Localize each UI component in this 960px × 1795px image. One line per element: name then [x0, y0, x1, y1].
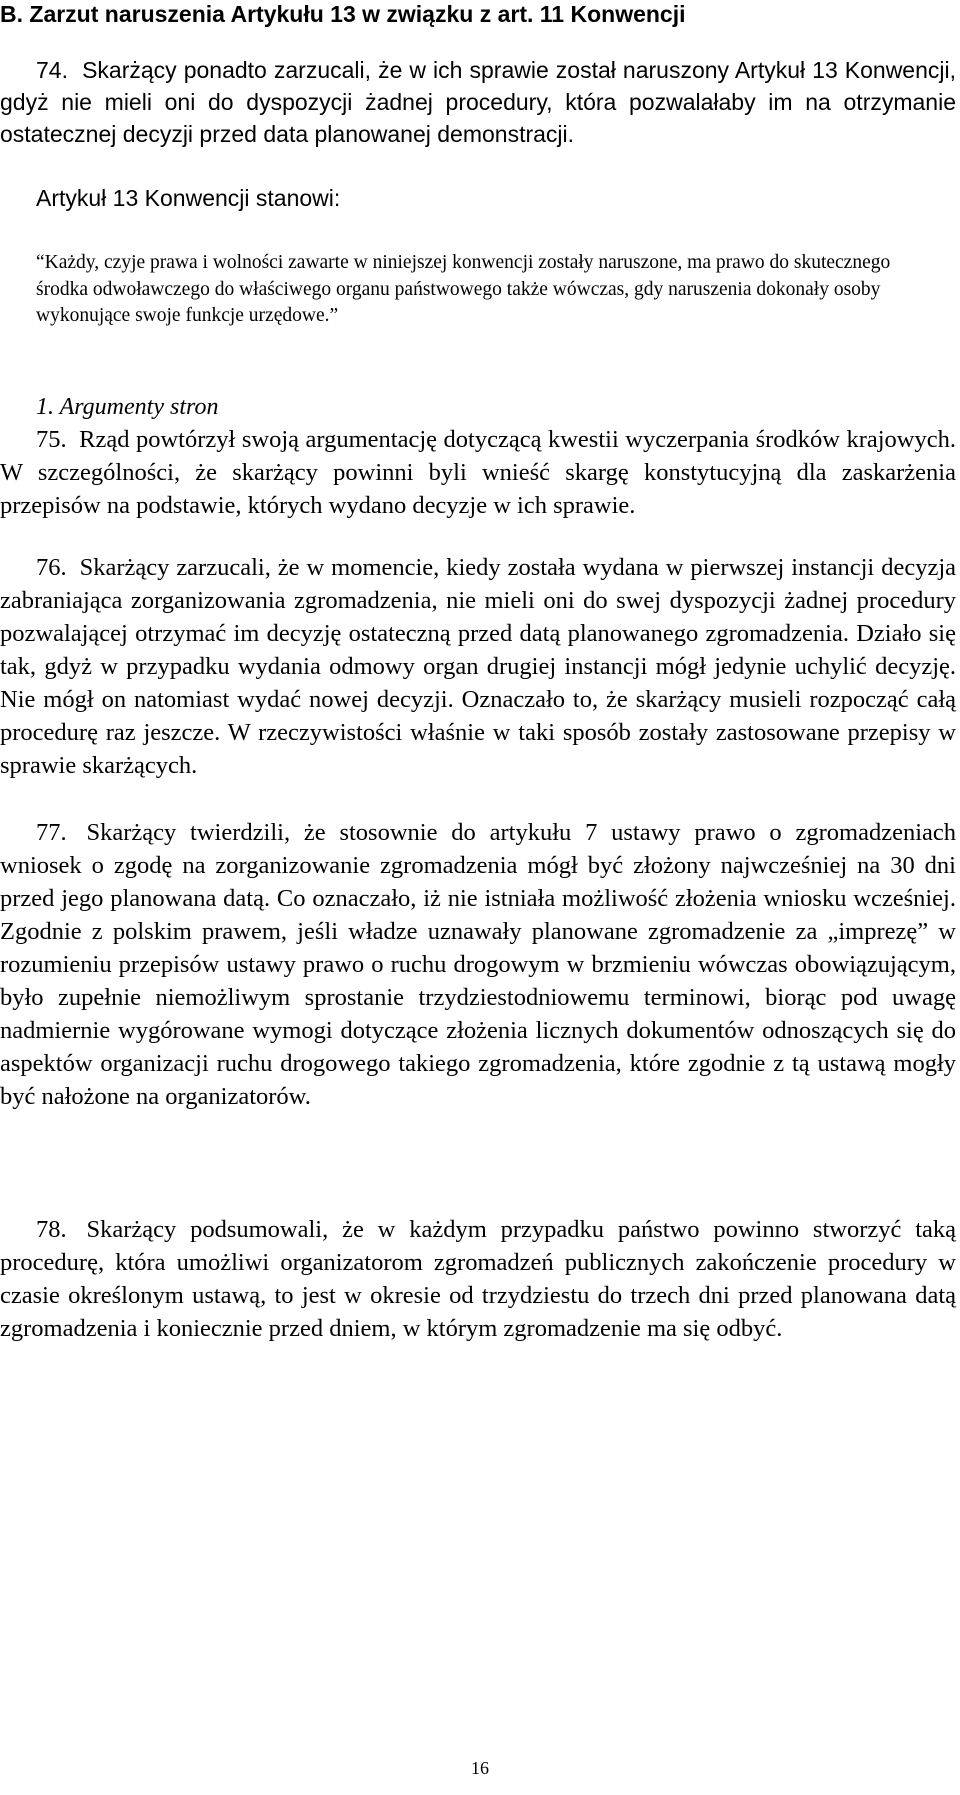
page-number: 16	[471, 1758, 489, 1778]
paragraph-text: Skarżący ponadto zarzucali, że w ich sprawie został naruszony Artykuł 13 Konwencji, gdyż nie mieli oni do dyspozycji żadnej procedury, która pozwalałaby im na otrzymanie ostatecznej decyzji przed data planowanej demonstracji.	[0, 57, 957, 147]
paragraph-text: Skarżący zarzucali, że w momencie, kiedy została wydana w pierwszej instancji decyzja zabraniająca zorganizowania zgromadzenia, nie mieli oni do swej dyspozycji żadnej procedury pozwalającej otrzymać im decyzję ostateczną przed datą planowanego zgromadzenia. Działo się tak, gdyż w przypadku wydania odmowy organ drugiej instancji mógł jedynie uchylić decyzję. Nie mógł on natomiast wydać nowej decyzji. Oznaczało to, że skarżący musieli rozpocząć całą procedurę raz jeszcze. W rzeczywistości właśnie w taki sposób zostały zastosowane przepisy w sprawie skarżących.	[0, 554, 956, 779]
paragraph-75	[0, 423, 956, 522]
subheading-arguments: 1. Argumenty stron	[36, 394, 219, 420]
paragraph-number: 76.	[36, 554, 67, 581]
paragraph-text: Skarżący twierdzili, że stosownie do artykułu 7 ustawy prawo o zgromadzeniach wniosek o zgodę na zorganizowanie zgromadzenia mógł być złożony najwcześniej na 30 dni przed jego planowana datą. Co oznaczało, iż nie istniała możliwość złożenia wniosku wcześniej. Zgodnie z polskim prawem, jeśli władze uznawały planowane zgromadzenie za „imprezę” w rozumieniu przepisów ustawy prawo o ruchu drogowym w brzmieniu wówczas obowiązującym, było zupełnie niemożliwym sprostanie trzydziestodniowemu terminowi, biorąc pod uwagę nadmiernie wygórowane wymogi dotyczące złożenia licznych dokumentów odnoszących się do aspektów organizacji ruchu drogowego takiego zgromadzenia, które zgodnie z tą ustawą mogły być nałożone na organizatorów.	[0, 819, 957, 1110]
paragraph-number: 77.	[36, 819, 67, 846]
article-intro: Artykuł 13 Konwencji stanowi:	[36, 185, 341, 211]
paragraph-text: Rząd powtórzył swoją argumentację dotyczącą kwestii wyczerpania środków krajowych. W szczególności, że skarżący powinni byli wnieść skargę konstytucyjną dla zaskarżenia przepisów na podstawie, których wydano decyzje w ich sprawie.	[0, 426, 956, 519]
paragraph-77	[0, 816, 956, 1113]
paragraph-text: Skarżący podsumowali, że w każdym przypadku państwo powinno stworzyć taką procedurę, która umożliwi organizatorom zgromadzeń publicznych zakończenie procedury w czasie określonym ustawą, to jest w okresie od trzydziestu do trzech dni przed planowana datą zgromadzenia i koniecznie przed dniem, w którym zgromadzenie ma się odbyć.	[0, 1216, 956, 1342]
paragraph-78	[0, 1213, 956, 1345]
block-quote: “Każdy, czyje prawa i wolności zawarte w niniejszej konwencji zostały naruszone, ma prawo do skutecznego środka odwoławczego do właściwego organu państwowego także wówczas, gdy naruszenia dokonały osoby wykonujące swoje funkcje urzędowe.”	[36, 252, 891, 326]
paragraph-number: 75.	[36, 426, 67, 453]
paragraph-74	[0, 54, 956, 150]
paragraph-76	[0, 551, 956, 782]
section-heading: B. Zarzut naruszenia Artykułu 13 w związku z art. 11 Konwencji	[0, 1, 686, 27]
paragraph-number: 74.	[36, 57, 68, 83]
paragraph-number: 78.	[36, 1216, 67, 1243]
